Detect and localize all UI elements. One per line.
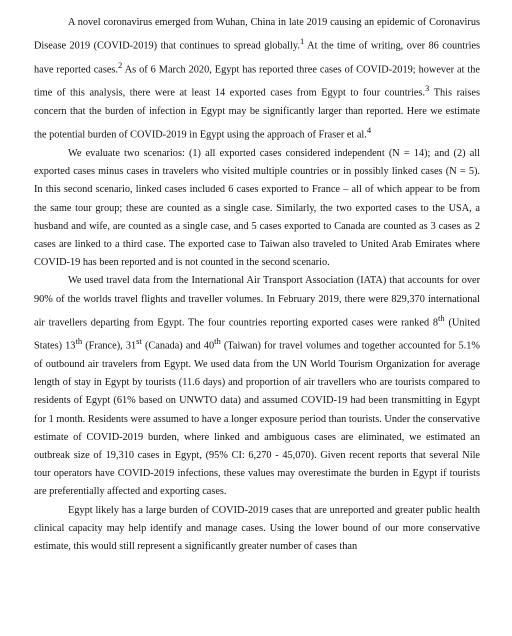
footnote-reference: 4 — [366, 125, 372, 136]
footnote-reference: th — [438, 312, 445, 323]
text-run: (Canada) and 40 — [141, 340, 215, 352]
text-run: This raises concern that the burden of infection in Egypt may be significantly larger than reported. Here we estimate the potential burden of COVID-2019 in Egypt using the approach of Fraser et al. — [34, 87, 481, 141]
text-run: As of 6 March 2020, Egypt has reported three cases of COVID-2019; however at the time of this analysis, there were at least 14 exported cases from Egypt to four countries. — [34, 64, 480, 99]
paragraph-1 — [34, 14, 480, 145]
text-run: A novel coronavirus emerged from Wuhan, China in late 2019 causing an epidemic of Coronavirus Disease 2019 (COVID-2019) that continues to spread globally. — [34, 17, 480, 52]
footnote-reference: 2 — [118, 59, 123, 70]
footnote-reference: th — [75, 336, 83, 347]
footnote-reference: 3 — [425, 83, 430, 94]
text-run: Egypt likely has a large burden of COVID-2019 cases that are unreported and greater public health clinical capacity may help identify and manage cases. Using the lower bound of our more conservative estimate, this would still represent a significantly greater number of cases than — [34, 504, 480, 553]
document-page — [34, 14, 480, 556]
paragraph-2 — [34, 145, 480, 272]
text-run: We used travel data from the International Air Transport Association (IATA) that accounts for over 90% of the worlds travel flights and traveller volumes. In February 2019, there were 829,370 international air travellers departing from Egypt. The four countries reporting exported cases were ranked 8 — [34, 275, 480, 329]
text-run: (United States) 13 — [34, 317, 480, 352]
footnote-reference: 1 — [299, 36, 305, 47]
paragraph-3 — [34, 272, 480, 501]
text-run: (France), 31 — [82, 340, 137, 352]
text-run: We evaluate two scenarios: (1) all exported cases considered independent (N = 14); and (2) all exported cases minus cases in travelers who visited multiple countries or in possibly linked cases (N = 5). In this second scenario, linked cases included 6 cases exported to France – all of which appear to be from the same tour group; these are counted as a single case. Similarly, the two exported cases to the USA, a husband and wife, are counted as a single case, and 5 cases exported to Canada are counted as 3 cases as 2 cases are linked to a third case. The exported case to Taiwan also traveled to United Arab Emirates where COVID-19 has been reported and is not counted in the second scenario. — [34, 147, 480, 269]
paragraph-4 — [34, 502, 480, 557]
text-run: At the time of writing, over 86 countries have reported cases. — [34, 40, 481, 76]
text-run: (Taiwan) for travel volumes and together accounted for 5.1% of outbound air travelers from Egypt. We used data from the UN World Tourism Organization for average length of stay in Egypt by tourists (11.6 days) and proportion of air travellers who are tourists compared to residents of Egypt (61% based on UNWTO data) and assumed COVID-19 had been transmitting in Egypt for 1 month. Residents were assumed to have a longer exposure period than tourists. Under the conservative estimate of COVID-2019 burden, where linked and ambiguous cases are eliminated, we estimated an outbreak size of 19,310 cases in Egypt, (95% CI: 6,270 - 45,070). Given recent reports that several Nile tour operators have COVID-2019 infections, these values may overestimate the burden in Egypt if tourists are preferentially affected and exporting cases. — [34, 340, 480, 498]
footnote-reference: st — [136, 336, 142, 347]
footnote-reference: th — [214, 336, 221, 347]
